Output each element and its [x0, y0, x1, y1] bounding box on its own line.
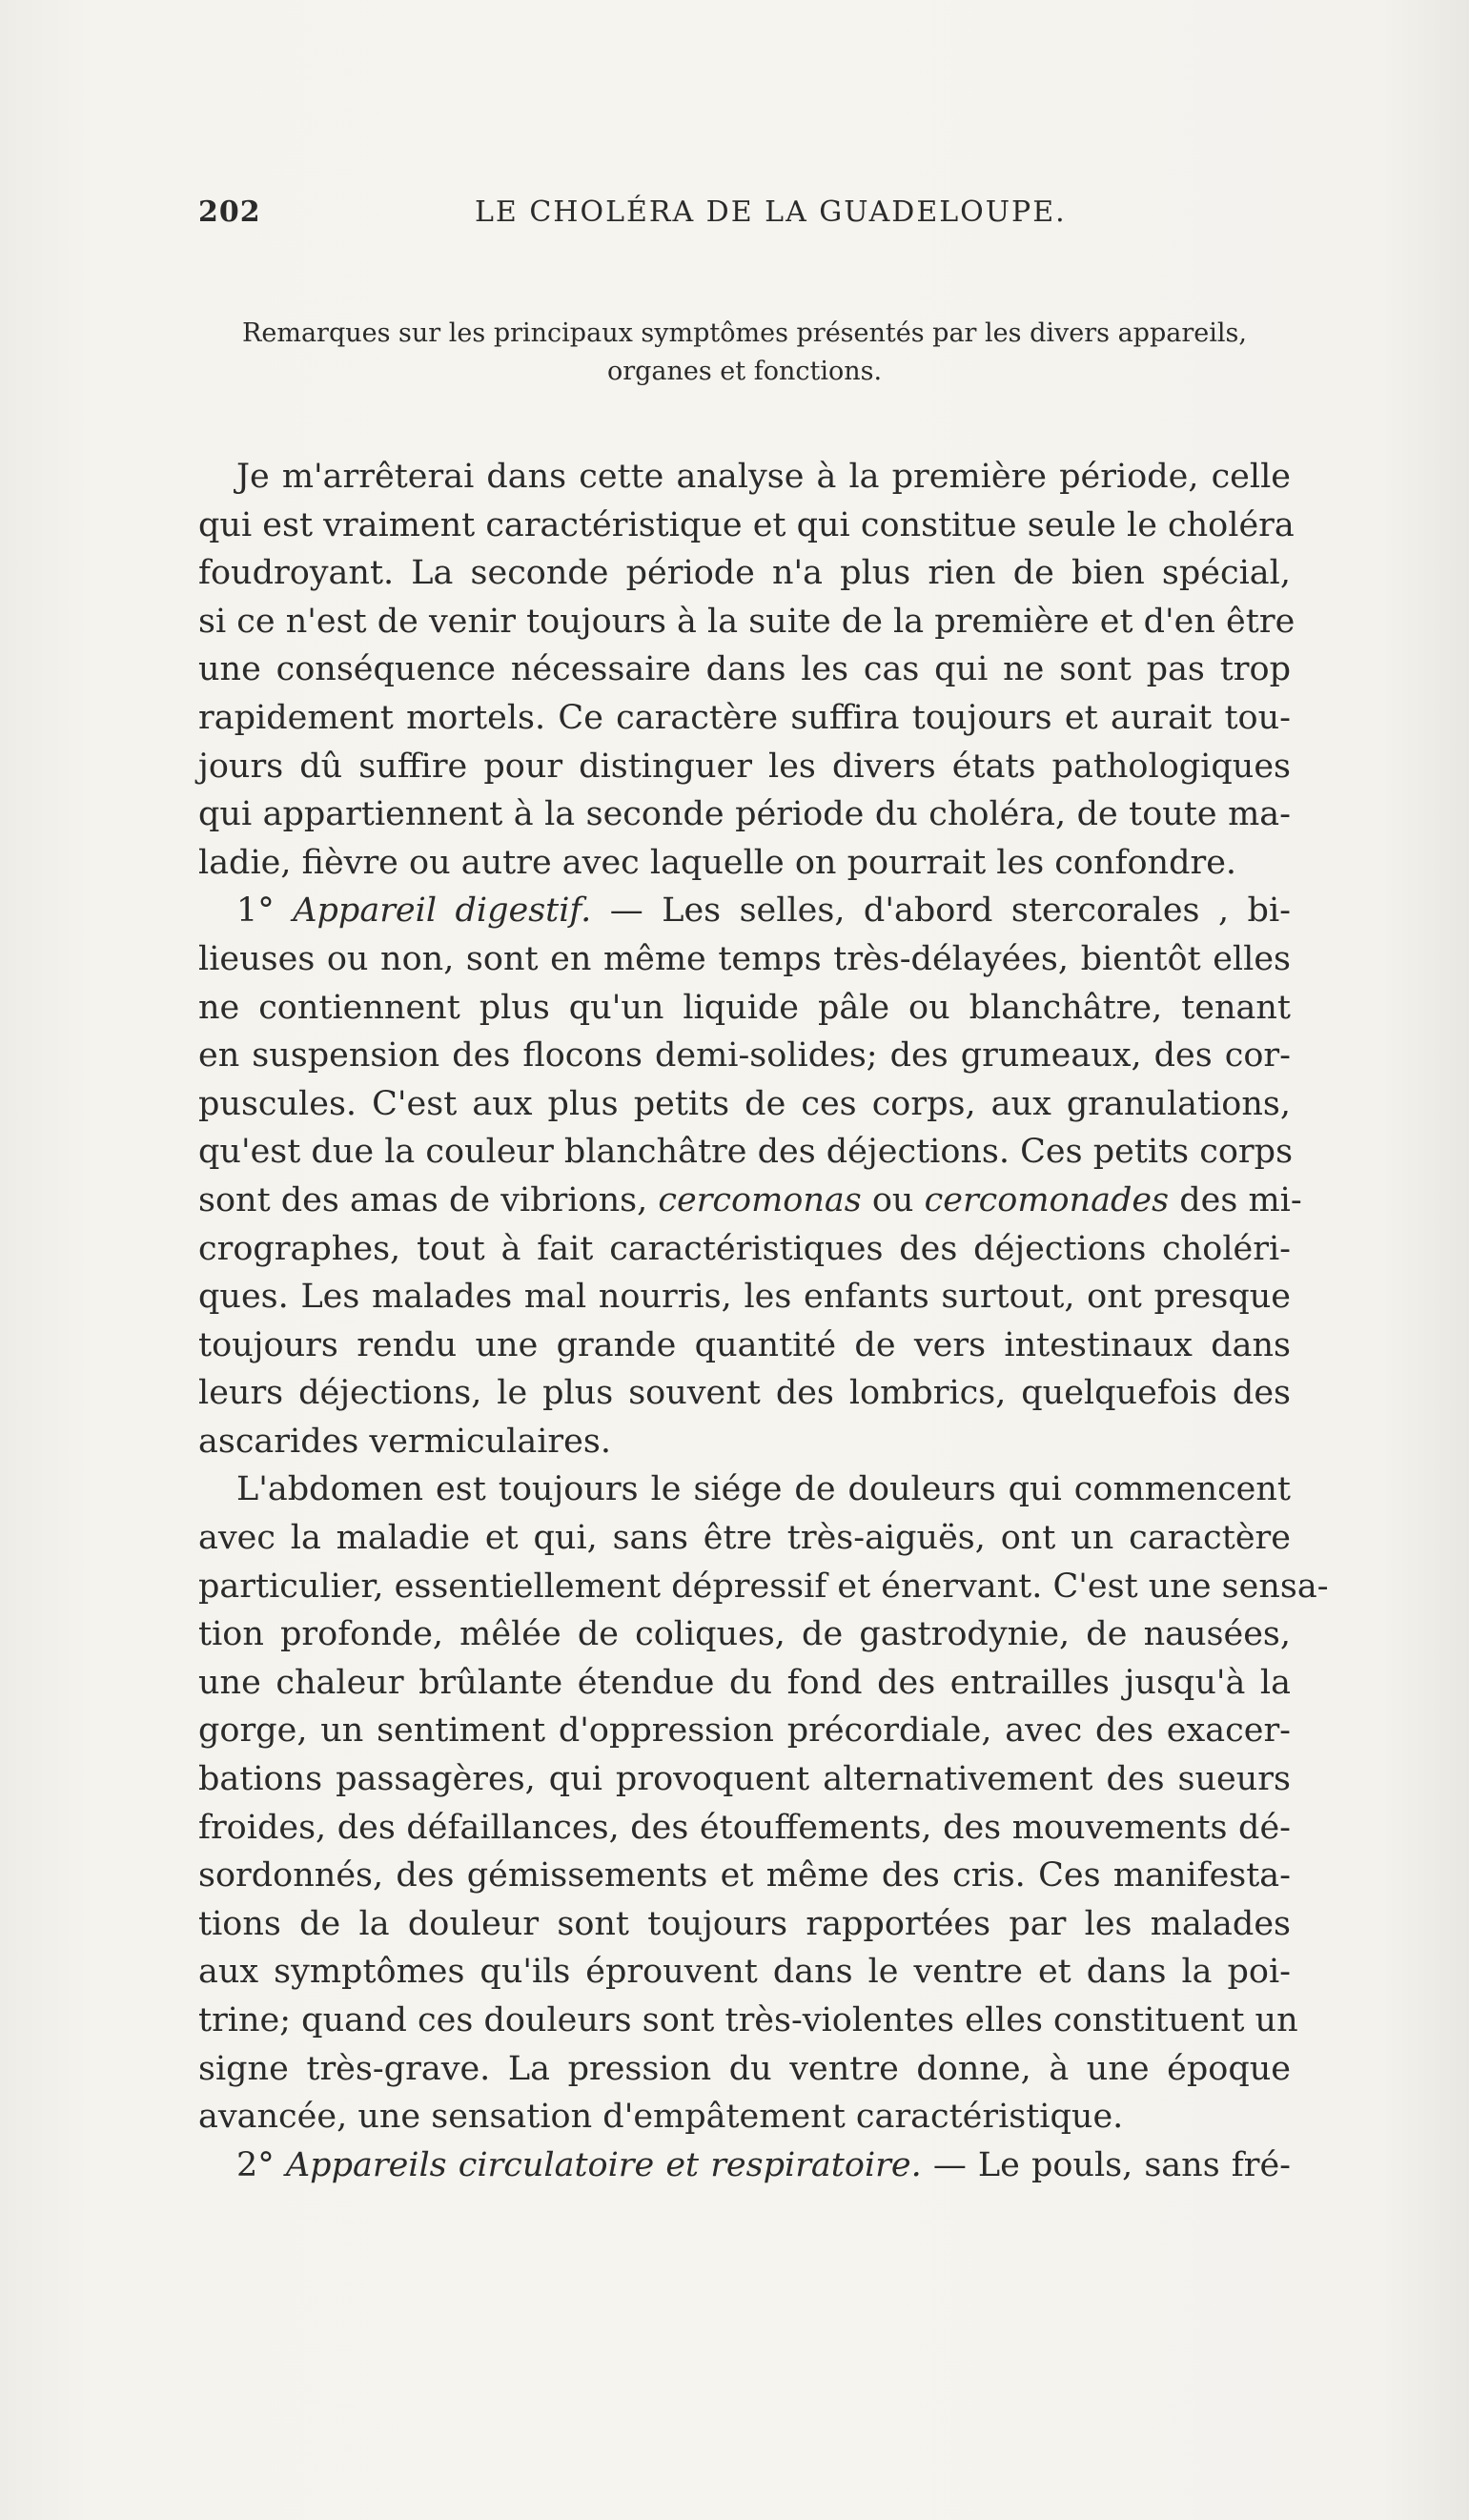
text-fragment: ou: [871, 1180, 914, 1219]
text-line-with-italics: [198, 1177, 1302, 1225]
italic-term: cercomonas: [658, 1180, 862, 1219]
text-line: aux symptômes qu'ils éprouvent dans le ventre et dans la poi-: [198, 1953, 1291, 1992]
text-line: ascarides vermiculaires.: [198, 1422, 611, 1461]
text-line: particulier, essentiellement dépressif et énervant. C'est une sensa-: [198, 1567, 1329, 1606]
text-fragment: des mi-: [1179, 1180, 1302, 1219]
subsection-number: 1°: [236, 891, 275, 931]
text-line: bations passagères, qui provoquent alternativement des sueurs: [198, 1760, 1291, 1799]
text-line: toujours rendu une grande quantité de vers intestinaux dans: [198, 1325, 1291, 1364]
italic-term: cercomonades: [924, 1180, 1170, 1219]
text-line: ne contiennent plus qu'un liquide pâle ou blanchâtre, tenant: [198, 988, 1291, 1027]
subsection-line-circulatoire: [198, 2141, 1291, 2190]
subsection-line-digestif: [198, 887, 1291, 935]
text-line: en suspension des flocons demi-solides; des grumeaux, des cor-: [198, 1036, 1291, 1076]
text-line: une chaleur brûlante étendue du fond des entrailles jusqu'à la: [198, 1663, 1291, 1702]
text-line: tion profonde, mêlée de coliques, de gastrodynie, de nausées,: [198, 1615, 1291, 1654]
text-line: leurs déjections, le plus souvent des lombrics, quelquefois des: [198, 1374, 1291, 1413]
subsection-title-digestif: Appareil digestif.: [293, 891, 592, 931]
text-line: ladie, fièvre ou autre avec laquelle on pourrait les confondre.: [198, 843, 1237, 882]
text-line: jours dû suffire pour distinguer les divers états pathologiques: [198, 747, 1291, 786]
text-fragment: sont des amas de vibrions,: [198, 1180, 648, 1219]
running-title: LE CHOLÉRA DE LA GUADELOUPE.: [475, 195, 1067, 229]
text-line: puscules. C'est aux plus petits de ces corps, aux granulations,: [198, 1084, 1291, 1123]
text-line: avec la maladie et qui, sans être très-aiguës, ont un caractère: [198, 1519, 1291, 1558]
text-line: qui est vraiment caractéristique et qui constitue seule le choléra: [198, 505, 1295, 544]
text-line: rapidement mortels. Ce caractère suffira toujours et aurait tou-: [198, 698, 1291, 737]
section-heading-line-2: organes et fonctions.: [606, 357, 883, 386]
text-line: crographes, tout à fait caractéristiques des déjections choléri-: [198, 1229, 1291, 1268]
subsection-title-circulatoire: Appareils circulatoire et respiratoire.: [285, 2145, 922, 2184]
text-line: signe très-grave. La pression du ventre donne, à une époque: [198, 2049, 1291, 2088]
text-line: sordonnés, des gémissements et même des cris. Ces manifesta-: [198, 1856, 1291, 1895]
text-line: foudroyant. La seconde période n'a plus rien de bien spécial,: [198, 554, 1291, 593]
text-line: ques. Les malades mal nourris, les enfants surtout, ont presque: [198, 1278, 1291, 1317]
text-line: lieuses ou non, sont en même temps très-délayées, bientôt elles: [198, 939, 1291, 978]
text-line: tions de la douleur sont toujours rapportées par les malades: [198, 1904, 1291, 1943]
section-heading-line-1: Remarques sur les principaux symptômes présentés par les divers appareils,: [242, 318, 1247, 348]
text-line: froides, des défaillances, des étouffements, des mouvements dé-: [198, 1808, 1291, 1847]
text-line: avancée, une sensation d'empâtement caractéristique.: [198, 2098, 1124, 2137]
section-heading: [198, 315, 1291, 391]
text-line: L'abdomen est toujours le siége de douleurs qui commencent: [236, 1470, 1291, 1509]
subsection-number: 2°: [236, 2145, 275, 2184]
page-number: 202: [198, 195, 261, 229]
text-line: Je m'arrêterai dans cette analyse à la première période, celle: [236, 458, 1291, 496]
text-line: gorge, un sentiment d'oppression précordiale, avec des exacer-: [198, 1711, 1291, 1751]
text-line: si ce n'est de venir toujours à la suite de la première et d'en être: [198, 602, 1296, 641]
text-fragment: — Les selles, d'abord stercorales , bi-: [609, 891, 1291, 931]
text-fragment: — Le pouls, sans fré-: [932, 2145, 1291, 2184]
text-line: qui appartiennent à la seconde période du choléra, de toute ma-: [198, 795, 1291, 834]
running-head: [198, 195, 1291, 243]
text-line: qu'est due la couleur blanchâtre des déjections. Ces petits corps: [198, 1133, 1294, 1172]
body-text: [198, 453, 1329, 2189]
text-line: trine; quand ces douleurs sont très-violentes elles constituent un: [198, 2001, 1298, 2039]
text-line: une conséquence nécessaire dans les cas qui ne sont pas trop: [198, 650, 1291, 689]
